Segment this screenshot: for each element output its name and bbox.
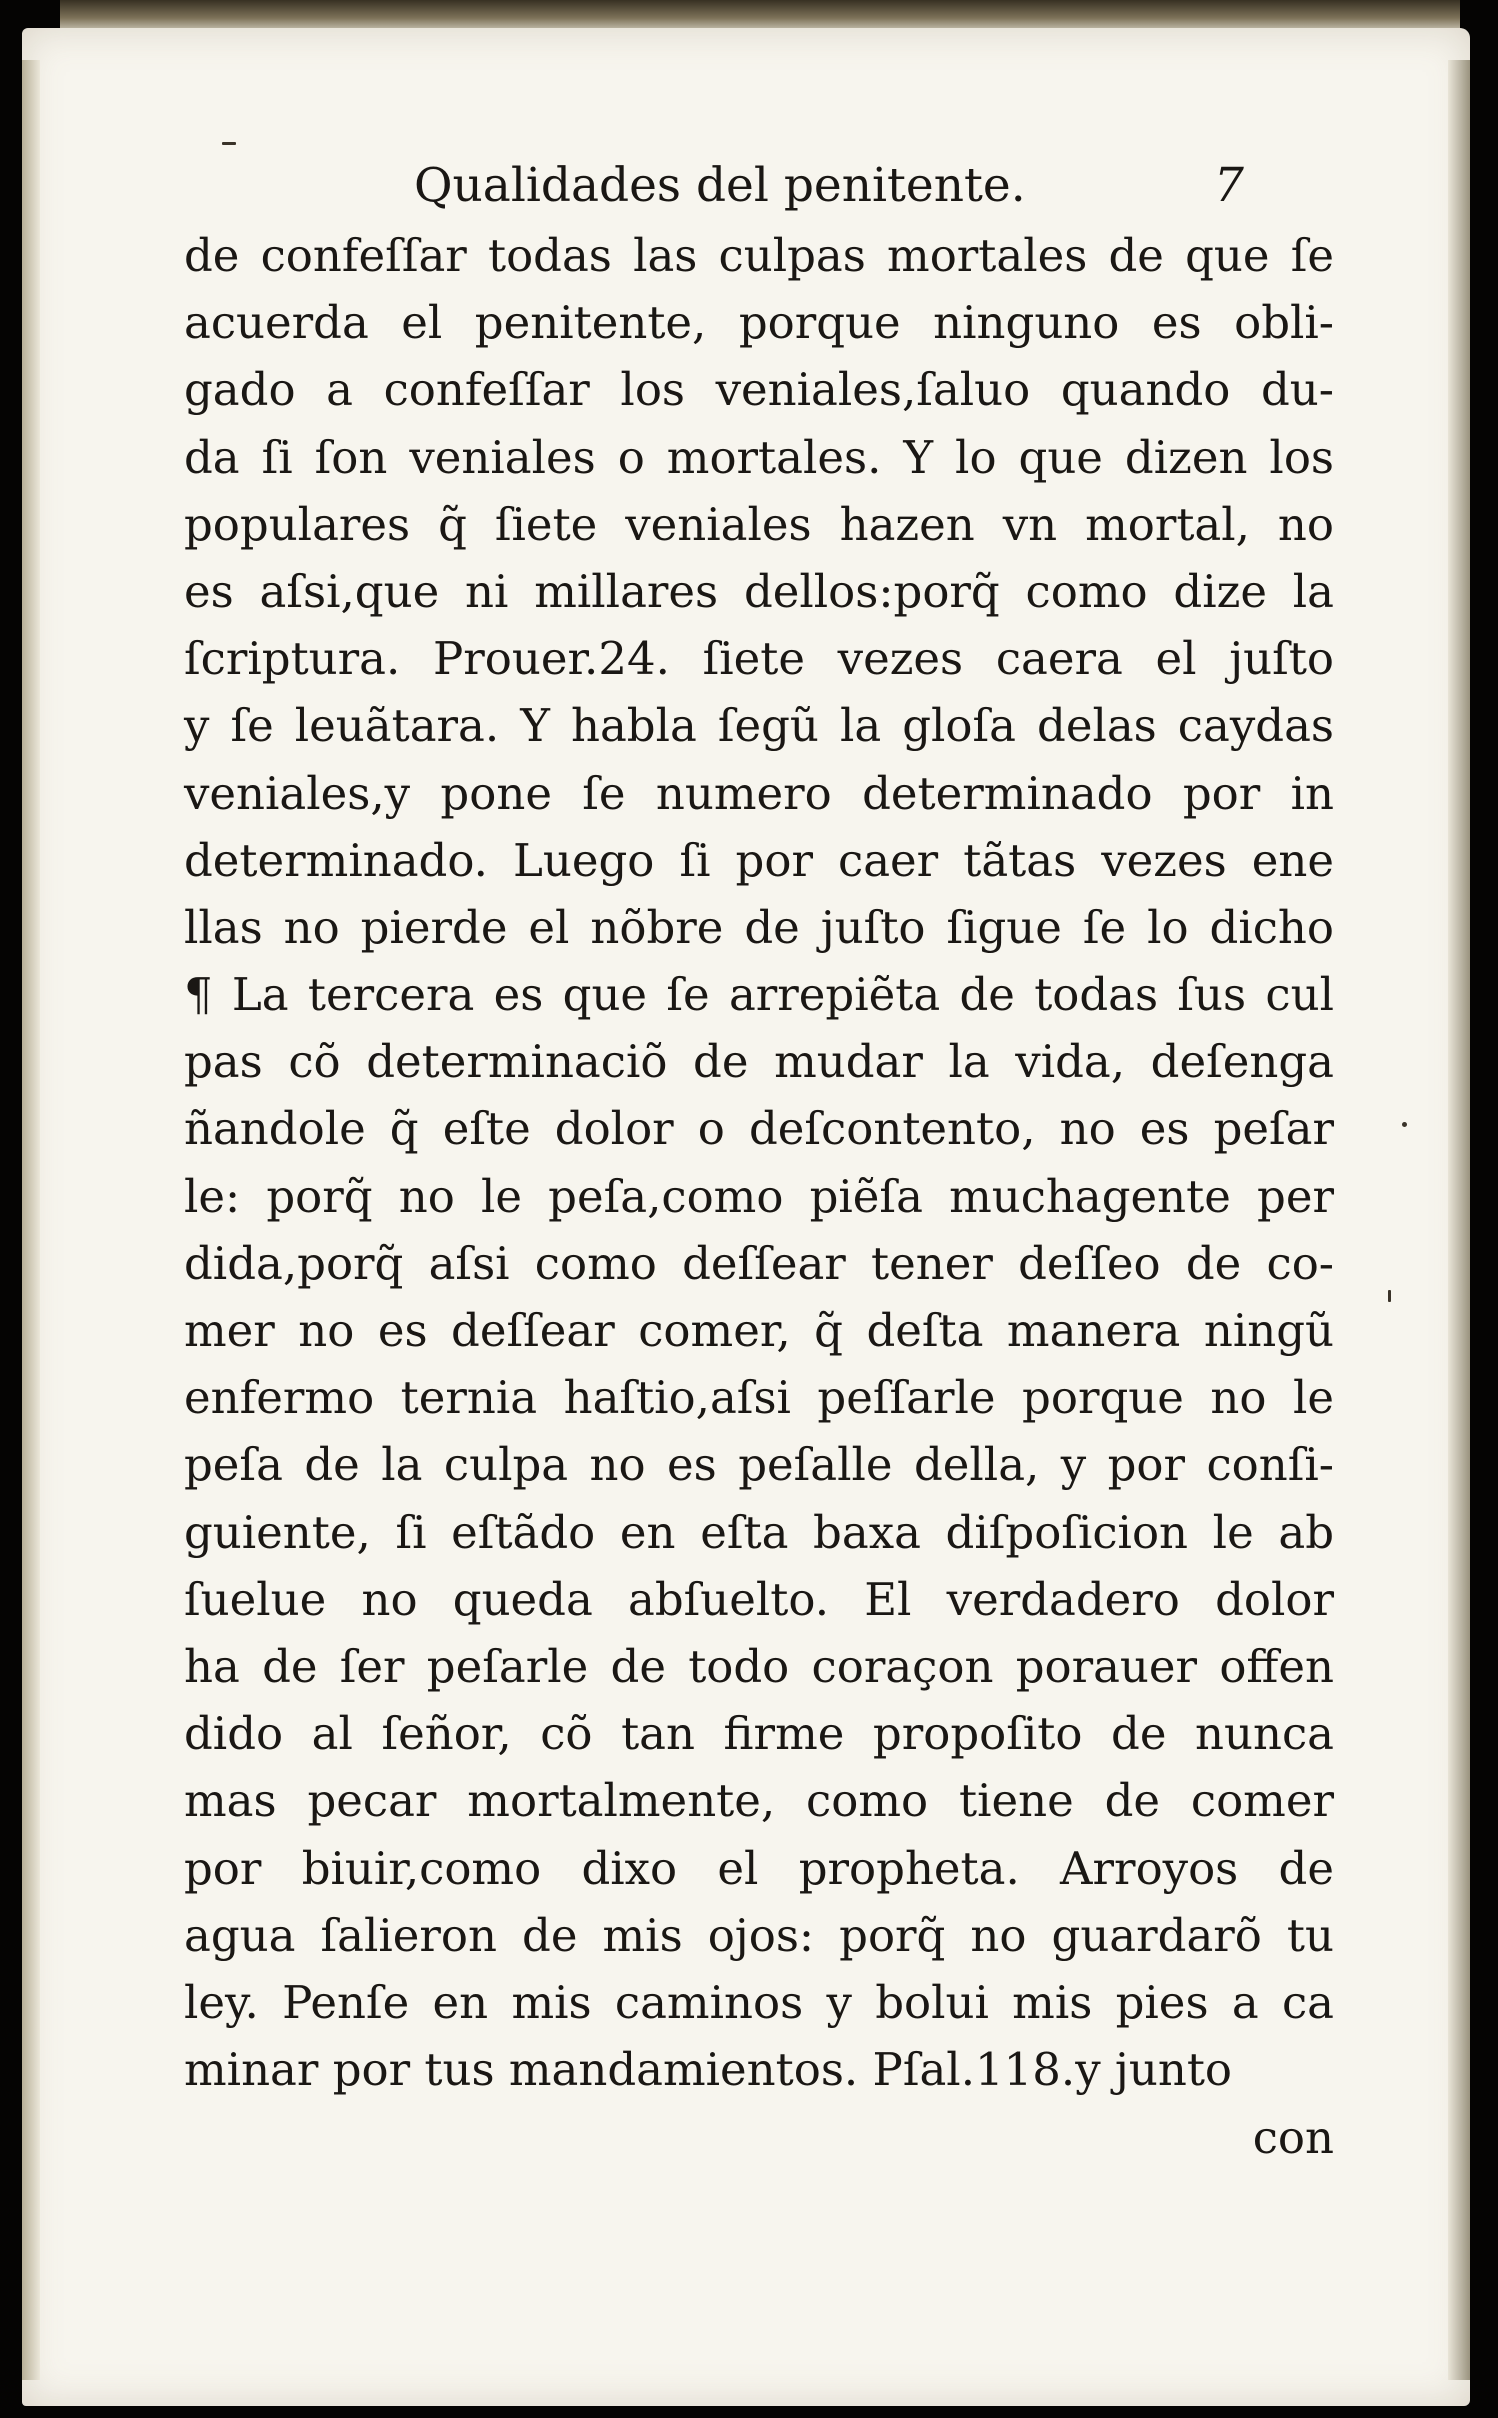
text-line: y ſe leuãtara. Y habla ſegũ la gloſa delas caydas	[184, 699, 1334, 753]
binding-edge	[22, 60, 40, 2380]
text-line: guiente, ſi eſtãdo en eſta baxa diſpoſicion le ab	[184, 1505, 1334, 1559]
body-text	[184, 222, 1334, 2103]
text-line: peſa de la culpa no es peſalle della, y por conſi-	[184, 1438, 1334, 1492]
text-line: ¶ La tercera es que ſe arrepiẽta de todas ſus cul	[184, 968, 1334, 1022]
text-line: da ſi ſon veniales o mortales. Y lo que dizen los	[184, 430, 1334, 484]
text-line: le: porq̃ no le peſa,como piẽſa muchagente per	[184, 1169, 1334, 1223]
text-line: ñandole q̃ eſte dolor o deſcontento, no es peſar	[184, 1102, 1334, 1156]
text-line: por biuir,como dixo el propheta. Arroyos de	[184, 1841, 1334, 1895]
ink-speck	[1402, 1122, 1407, 1127]
printed-text-block	[184, 150, 1334, 2173]
text-line: mas pecar mortalmente, como tiene de comer	[184, 1774, 1334, 1828]
running-title: Qualidades del penitente.	[414, 158, 1026, 213]
page-top-edge	[60, 0, 1460, 30]
text-line: dida,porq̃ aſsi como deſſear tener deſſeo de co-	[184, 1236, 1334, 1290]
ink-mark	[222, 142, 236, 145]
text-line: veniales,y pone ſe numero determinado por in	[184, 766, 1334, 820]
text-line: minar por tus mandamientos. Pſal.118.y junto	[184, 2043, 1233, 2097]
folio-number: 7	[1214, 158, 1244, 213]
text-line: gado a confeſſar los veniales,ſaluo quando du-	[184, 363, 1334, 417]
text-line: es aſsi,que ni millares dellos:porq̃ como dize la	[184, 564, 1334, 618]
running-head	[184, 150, 1334, 222]
text-line: ſcriptura. Prouer.24. ſiete vezes caera el juſto	[184, 632, 1334, 686]
text-line: de confeſſar todas las culpas mortales de que ſe	[184, 229, 1334, 282]
fore-edge	[1448, 60, 1470, 2380]
text-line: agua ſalieron de mis ojos: porq̃ no guardarõ tu	[184, 1908, 1334, 1962]
ink-mark	[1388, 1290, 1391, 1302]
catchword: con	[1252, 2111, 1334, 2165]
text-line: llas no pierde el nõbre de juſto ſigue ſe lo dicho	[184, 900, 1334, 954]
text-line: ſuelue no queda abſuelto. El verdadero dolor	[184, 1572, 1334, 1626]
text-line: dido al ſeñor, cõ tan firme propoſito de nunca	[184, 1707, 1334, 1761]
text-line: ley. Penſe en mis caminos y bolui mis pies a ca	[184, 1975, 1334, 2029]
text-line: pas cõ determinaciõ de mudar la vida, deſenga	[184, 1035, 1334, 1089]
text-line: populares q̃ ſiete veniales hazen vn mortal, no	[184, 497, 1334, 551]
text-line: acuerda el penitente, porque ninguno es obli-	[184, 296, 1334, 350]
text-line: mer no es deſſear comer, q̃ deſta manera ningũ	[184, 1304, 1334, 1357]
text-line: ha de ſer peſarle de todo coraçon porauer offen	[184, 1639, 1334, 1693]
text-line: determinado. Luego ſi por caer tãtas vezes ene	[184, 833, 1334, 887]
text-line: enfermo ternia haſtio,aſsi peſſarle porque no le	[184, 1371, 1334, 1425]
